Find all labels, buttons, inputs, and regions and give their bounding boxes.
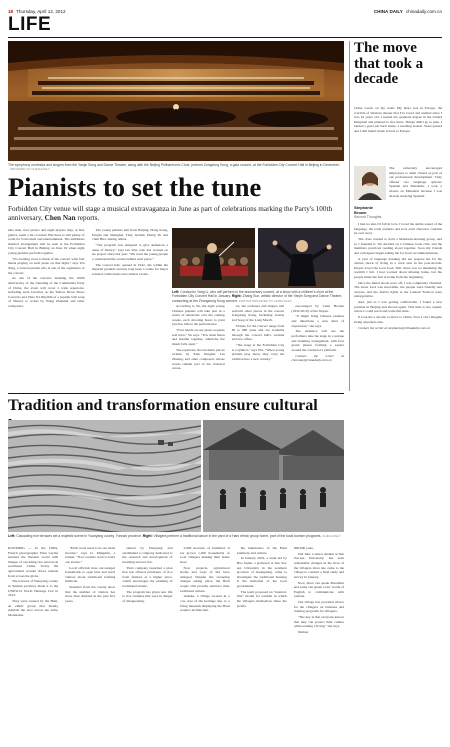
conductor-photo-right xyxy=(258,228,344,288)
paragraph: "The program was designed to give audiences a sense of history," says Liu Wei, who has worked on the project since last year. "We want the young people to understand the stories behind each piece." xyxy=(91,242,168,261)
conductor-photos-caption xyxy=(172,290,344,303)
caption-lead-right: Right: xyxy=(142,534,153,538)
story2-col-1 xyxy=(8,546,58,742)
paragraph: "The key is that everyone knows that they can protect their culture while earning a living," she says. xyxy=(293,615,345,629)
story1-col-1 xyxy=(8,228,85,390)
paragraph: started by Yuanyang and established a company dedicated to the research and development of breeding and red rice. xyxy=(122,546,173,564)
story2-photo-caption xyxy=(8,534,344,538)
deck-text: Forbidden City venue will stage a musical extravaganza in June as part of celebrations marking the Party's 100th anniversary, xyxy=(8,205,333,223)
story2-col-4 xyxy=(180,546,230,742)
paragraph: In January 2019, a team led by Hao Jiqian, a professor at Sun Yat-sen University in the southern province of Guangdong, came to investigate the traditional housing at the invitation of the local government. xyxy=(236,556,287,588)
caption-lead-right: Right: xyxy=(231,294,242,299)
sidebar-intro xyxy=(354,106,442,164)
paragraph: And, just as I was getting comfortable, I found a new position in Beijing and moved again. This time to the capital, where I could teach and write full-time. xyxy=(354,300,442,314)
caption-text-right: Villagers perform a traditional dance in the yard of a Hani ethnic group home, part of the local tourism programs. xyxy=(153,534,322,538)
paragraph: Yan's company launched a plan that has offered purchases of rice from farmers at a higher price, which encourages the planting of traditional strains. xyxy=(122,565,173,588)
story1-headline: Pianists to set the tune xyxy=(8,172,262,202)
terraces-photo xyxy=(8,420,201,532)
paragraph: "It might bring Chinese pianists and musicians a new kind of expression," she says. xyxy=(291,314,345,328)
paragraph: 990,000 yuan. xyxy=(293,546,314,550)
paragraph: As one of the concerts marking the 100th anniversary of the founding of the Communist Party of China, the event will cover a wide repertoire, including such favorites as the Yellow River Piano Concerto and Zhao Ji's Rhythm of a popular folk song of Shanxi, to works by Wang Zhenmei and other composers. xyxy=(8,276,85,308)
paragraph: tor, the orchestra and singers will perform other pieces in the concert Zongdong Kong, including Gallop and Song of the Long March. xyxy=(231,304,285,322)
author-box xyxy=(354,166,386,218)
paragraph: The team proposed an "internal-first" model for tourism in which the villagers themselves share the profits. xyxy=(236,589,287,608)
story2-headline: Tradition and transformation ensure cultural xyxy=(8,397,318,414)
orchestra-image xyxy=(8,41,344,161)
paragraph: Statistics from the county show that the number of visitors has more than doubled in the past five years. xyxy=(65,585,116,603)
story1-body-right xyxy=(172,304,344,390)
story2-col-2 xyxy=(65,546,115,742)
story2-col-5 xyxy=(237,546,287,742)
paragraph: The university encouraged employees to audit classes as part of our professional development. They offered two language options: Spanish and Mandarin. I took a chance on Mandarin because I was already studying Spanish. xyxy=(389,166,442,198)
website: chinadaily.com.cn xyxy=(405,8,442,14)
paragraph: "It's exciting even to think of the concert with four hands playing on each piano on that night," says Wu Xing, a veteran pianist who is one of the organizers of the concert. xyxy=(8,256,85,275)
paragraph: "The stage at the Forbidden City is a symbol," says Wu. "When young pianists play there, they carry the tradition into a new century." xyxy=(231,343,285,361)
sidebar-body xyxy=(354,222,442,742)
paragraph: A year of language learning did not prepare me for the culture shock of living in a rural area in the post-decade. People loved the local food. Still, there was no mistaking the warmth I felt. I had worried about missing home, but the people made me feel at home from the beginning. xyxy=(354,256,442,279)
story1-body-left xyxy=(8,228,168,390)
author-column: Second Thoughts xyxy=(354,215,382,219)
paragraph: It took me a decade to move to China. Now I can't imagine living anywhere else. xyxy=(354,315,442,324)
author-name: Stephanie Brown xyxy=(354,205,374,215)
paragraph: Now, more can speak Mandarin and some can speak a few words of English to communicate with tourists. xyxy=(293,580,345,599)
conductor-photo-left xyxy=(172,228,255,288)
paragraph: Tickets for the concert range from 80 to 880 yuan and are available through the concert hall's website and box office. xyxy=(231,323,285,342)
village-dance-photo xyxy=(203,420,344,532)
paragraph: Now projects, agricultural modes and ways of life have emerged. Despite the sweeping changes taking place, the Hani people still proudly embrace their traditional culture. xyxy=(179,565,230,593)
paragraph: The audience will see the performers take the stage in a unique and stunning arrangement, with four grand pianos forming a square around the conductor's platform. xyxy=(291,329,345,352)
caption-lead-left: Left: xyxy=(172,290,180,294)
issue-date: Thursday, April 12, 2012 xyxy=(16,8,66,14)
author-avatar xyxy=(354,166,386,200)
caption-text-left: Conductor Yang Li, who will perform in the anniversary concert, at a show with a children's choir at the Forbidden City Concert Hall in January. xyxy=(172,290,334,299)
orchestra-photo xyxy=(8,41,344,161)
byline: Chen Nan xyxy=(44,214,76,223)
paragraph: One man, four pianos and eight players may, at first glance, seem a bit crowded. But there is still plenty of room for both talent and entertainment. The ambitious musical arrangement will be seen at the Forbidden City Concert Hall in Beijing on June 19 when eight young pianists perform together. xyxy=(8,228,85,255)
paragraph: Azheke, a village located in a core area of the heritage site, is a living museum displaying the Hani people's architecture. xyxy=(179,594,230,613)
page-number: 18 xyxy=(8,8,14,14)
photo-credit: PHOTOS PROVIDED TO CHINA DAILY xyxy=(238,298,293,303)
paragraph: KUNMING — In the 1990s, French photographer Yann Layma stunned the Western world with images of cascading rice terraces in southwest China. Today the agricultural wonder draws tourists from across the globe. xyxy=(8,546,59,578)
byline-suffix: reports. xyxy=(77,214,100,223)
paragraph: 2,000 hectares of farmland. It has grown 1,200 households of local villagers making their home there. xyxy=(179,546,230,564)
paragraph: The young pianists hail from Beijing, Hong Kong, Tianjin and Shanghai. They include Zhang Yu and Chen Hua, among others. xyxy=(91,228,168,242)
conductor-image-right xyxy=(258,228,344,288)
caption-text-right: Zhang Sun, artistic director of the Yanjin Song and Dance Theatre, conducting at the Zhongdong Kong concert. xyxy=(172,294,343,303)
contact-line: Contact the writer at stephanie@chinadaily.com.cn xyxy=(358,325,431,330)
paragraph: China wasn't on my radar. My heart was in Europe, the crucible of Western theater that I've loved and studied since I was 16 years old. I earned my graduate degree in the United Kingdom and planned to live there. Things didn't go to plan. I landed a great job back home, a teaching station. Years passed and I still hadn't made it back to Europe. xyxy=(354,106,442,133)
contact-line: Contact the writer at chennan@chinadaily.com.cn xyxy=(291,353,345,363)
paragraph: According to Yu, the eight young Chinese pianists will take part in a series of rehearsals over the coming weeks, each devoting hours to joint practice before the performance. xyxy=(172,304,225,327)
sidebar-divider xyxy=(349,41,350,391)
village-dance-image xyxy=(203,420,344,532)
orchestra-photo-caption xyxy=(8,163,344,172)
paragraph: The repertoire also includes pieces written by Xian Xinghai, Liu Zhuang, and other composers whose works remain part of the classical canon. xyxy=(172,347,225,371)
story2-col-6 xyxy=(294,546,344,742)
masthead: CHINA DAILY xyxy=(373,8,403,14)
paragraph: The village has provided advice for the villagers on business and training programs for villagers. xyxy=(293,600,345,614)
paragraph: They were created by the Hani, an ethnic group that mostly inhabits the area across the Ailao Mountains. xyxy=(8,598,59,617)
story2-body xyxy=(8,546,344,742)
paragraph: The terraces of Yuanyang county in Yunnan province made it to the UNESCO World Heritage List in 2013. xyxy=(8,579,59,598)
paragraph: The concert hall, opened in 1942, sits within the imperial grounds and has long been a venue for major national celebrations and cultural events. xyxy=(91,262,168,276)
paragraph: Once the initial shock wore off, I was completely charmed. The street food was incredible, the people were friendly and curious, and the festive lights at the Lantern Festival were unforgettable. xyxy=(354,280,442,299)
story1-col-4 xyxy=(232,304,285,390)
paragraph: "Farm work used to be our main income," says Li Mingmin, a farmer. "Now tourists want to learn our stories." xyxy=(65,546,116,564)
story1-deck xyxy=(8,205,344,223)
paragraph: Xinhua xyxy=(297,630,309,635)
story1-col-7 xyxy=(291,304,344,390)
conductor-image-left xyxy=(172,228,255,288)
paragraph: encouraged by Chen Hexian (1932-2010) of the Jinyun. xyxy=(291,304,345,313)
paragraph: Local officials have encouraged households to open inns and teach visitors about traditional farming methods. xyxy=(65,565,116,584)
header-rule xyxy=(8,37,442,38)
paragraph: I had no idea I'd fall in love. I loved the subtle sound of the language, the tonal patterns and how each character contains its own story. xyxy=(354,222,442,236)
paragraph: The program has given new life to rice varieties that were in danger of disappearing. xyxy=(122,589,173,603)
caption-lead-left: Left: xyxy=(8,534,16,538)
caption-text-left: Cascading rice terraces set a majestic scene in Yuanyang county, Yunnan province. xyxy=(16,534,142,538)
paragraph: "Four hands on one piano requires real trust," Yu says. "You must listen and breathe together, otherwise the music falls apart." xyxy=(172,328,225,346)
sidebar-body-narrow xyxy=(389,166,442,220)
story2-col-3 xyxy=(122,546,172,742)
photo-credit: CHINA DAILY xyxy=(322,534,341,538)
caption-text: The symphony orchestra and singers from the Yanjin Song and Dance Theatre, along with the Beijing Philharmonic Choir, perform Zongdong Kong, a gala concert, at the Forbidden City Concert Hall in Beijing in December. xyxy=(8,163,340,167)
terraces-image xyxy=(8,420,201,532)
paragraph: the inheritance of the Hani traditions and culture. xyxy=(236,546,287,555)
story1-col-2 xyxy=(92,228,169,390)
story1-col-3 xyxy=(172,304,225,390)
page-header xyxy=(8,6,442,16)
sidebar-title: The move that took a decade xyxy=(354,40,424,87)
paragraph: The class wanted to hold a Mandarin-learning group, and so I founded it. We decided on a Chinese book club, and the members practiced reading aloud together. Soon my friends and colleagues began asking me for book recommendations. xyxy=(354,236,442,255)
paragraph: Wei Jian, a senior student at Sun Yat-sen University, has seen remarkable changes in the lives of the villagers since she came to the village to conduct a field study and survey in January. xyxy=(293,551,345,579)
story-divider xyxy=(8,393,344,394)
section-title: LIFE xyxy=(8,14,52,35)
photo-credit: PROVIDED TO CHINA DAILY xyxy=(10,167,50,172)
